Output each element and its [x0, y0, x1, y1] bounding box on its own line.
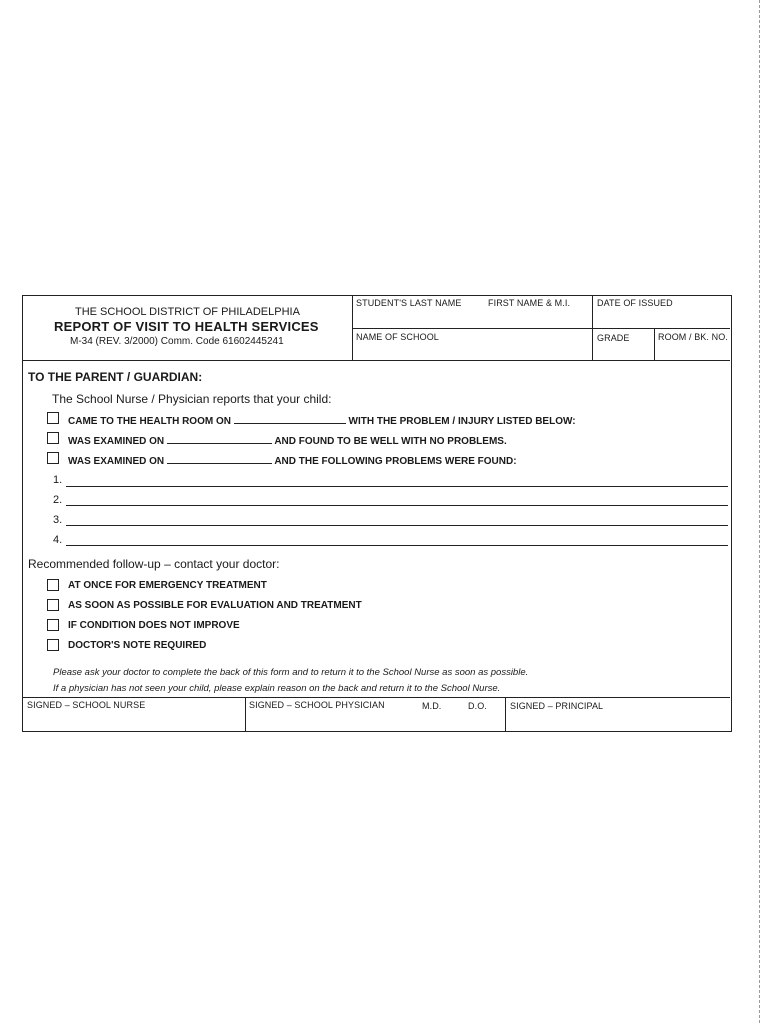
last-name-field[interactable]: STUDENT'S LAST NAME [356, 298, 462, 308]
school-name-field[interactable]: NAME OF SCHOOL [356, 332, 439, 342]
principal-signature-field[interactable]: SIGNED – PRINCIPAL [510, 701, 604, 711]
followup-option-3: IF CONDITION DOES NOT IMPROVE [68, 620, 240, 631]
option-came: CAME TO THE HEALTH ROOM ON WITH THE PROBLEM / INJURY LISTED BELOW: [68, 416, 576, 427]
instruction-note-2: If a physician has not seen your child, please explain reason on the back and return it to the School Nurse. [53, 683, 501, 694]
followup-option-1: AT ONCE FOR EMERGENCY TREATMENT [68, 580, 267, 591]
signature-divider-1 [245, 697, 246, 731]
health-visit-form [22, 295, 732, 732]
grade-divider [654, 328, 655, 360]
doctors-note-checkbox[interactable] [47, 639, 59, 651]
problem-line-2[interactable] [66, 505, 728, 506]
problem-number-3: 3. [53, 514, 63, 526]
first-name-field[interactable]: FIRST NAME & M.I. [488, 298, 571, 308]
date-issued-field[interactable]: DATE OF ISSUED [597, 298, 673, 308]
header-row-divider [352, 328, 730, 329]
header-bottom-line [23, 360, 730, 361]
option-examined-problems: WAS EXAMINED ON AND THE FOLLOWING PROBLEMS WERE FOUND: [68, 456, 517, 467]
do-label: D.O. [468, 701, 487, 711]
parent-heading: TO THE PARENT / GUARDIAN: [28, 370, 203, 384]
md-label: M.D. [422, 701, 442, 711]
evaluation-checkbox[interactable] [47, 599, 59, 611]
problem-number-4: 4. [53, 534, 63, 546]
intro-text: The School Nurse / Physician reports that your child: [52, 392, 332, 406]
nurse-signature-field[interactable]: SIGNED – SCHOOL NURSE [27, 700, 146, 710]
problem-line-1[interactable] [66, 486, 728, 487]
problem-line-4[interactable] [66, 545, 728, 546]
room-field[interactable]: ROOM / BK. NO. [658, 332, 728, 342]
instruction-note-1: Please ask your doctor to complete the back of this form and to return it to the School Nurse as soon as possible. [53, 667, 529, 678]
followup-heading: Recommended follow-up – contact your doctor: [28, 557, 280, 571]
problem-number-1: 1. [53, 474, 63, 486]
problem-number-2: 2. [53, 494, 63, 506]
examined-well-checkbox[interactable] [47, 432, 59, 444]
district-name: THE SCHOOL DISTRICT OF PHILADELPHIA [75, 306, 300, 318]
examined-problems-date-blank[interactable] [167, 454, 272, 464]
form-title: REPORT OF VISIT TO HEALTH SERVICES [54, 319, 319, 334]
signature-divider-2 [505, 697, 506, 731]
not-improve-checkbox[interactable] [47, 619, 59, 631]
examined-well-date-blank[interactable] [167, 434, 272, 444]
page-edge [759, 0, 760, 1024]
followup-option-4: DOCTOR'S NOTE REQUIRED [68, 640, 207, 651]
emergency-checkbox[interactable] [47, 579, 59, 591]
examined-problems-checkbox[interactable] [47, 452, 59, 464]
form-code: M-34 (REV. 3/2000) Comm. Code 61602445241 [70, 336, 284, 347]
signature-top-line [23, 697, 730, 698]
followup-option-2: AS SOON AS POSSIBLE FOR EVALUATION AND TREATMENT [68, 600, 362, 611]
physician-signature-field[interactable]: SIGNED – SCHOOL PHYSICIAN [249, 700, 385, 710]
came-checkbox[interactable] [47, 412, 59, 424]
came-date-blank[interactable] [234, 414, 346, 424]
option-examined-well: WAS EXAMINED ON AND FOUND TO BE WELL WITH NO PROBLEMS. [68, 436, 507, 447]
grade-field[interactable]: GRADE [597, 333, 630, 343]
problem-line-3[interactable] [66, 525, 728, 526]
